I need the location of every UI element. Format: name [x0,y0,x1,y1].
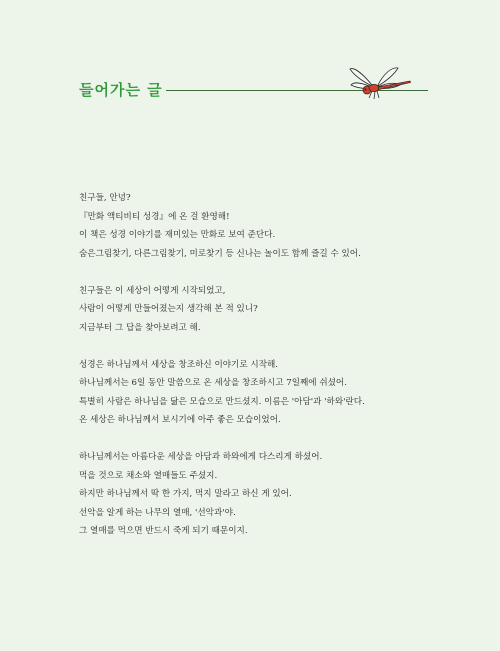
paragraph-3 [79,356,439,430]
chapter-title: 들어가는 글 [79,81,163,99]
text-line: 친구들은 이 세상이 어떻게 시작되었고, [79,285,226,296]
text-line: 친구들, 안녕? [79,193,131,203]
text-line: 그 열매를 먹으면 반드시 죽게 되기 때문이지. [79,526,248,536]
text-line: 온 세상은 하나님께서 보시기에 아주 좋은 모습이었어. [79,415,281,425]
paragraph-2 [79,282,439,338]
paragraph-gap [79,263,439,282]
text-line: 하나님께서는 아름다운 세상을 아담과 하와에게 다스리게 하셨어. [79,452,323,462]
text-line: 성경은 하나님께서 세상을 창조하신 이야기로 시작해. [79,359,279,370]
text-line: 사람이 어떻게 만들어졌는지 생각해 본 적 있니? [79,304,258,314]
text-line: 이 책은 성경 이야기를 재미있는 만화로 보여 준단다. [79,230,276,240]
dragonfly-icon [348,63,414,105]
text-line: 선악을 알게 하는 나무의 열매, '선악과'야. [79,507,236,518]
paragraph-gap [79,337,439,356]
paragraph-gap [79,430,439,449]
text-line: 『만화 액티비티 성경』에 온 걸 환영해! [79,211,230,222]
paragraph-1 [79,189,439,263]
paragraph-4 [79,448,439,541]
text-line: 지금부터 그 답을 찾아보려고 해. [79,322,201,333]
text-line: 하지만 하나님께서 딱 한 가지, 먹지 말라고 하신 게 있어. [79,489,292,499]
text-line: 숨은그림찾기, 다른그림찾기, 미로찾기 등 신나는 놀이도 함께 즐길 수 있어. [79,248,361,259]
text-line: 먹을 것으로 채소와 열매들도 주셨지. [79,470,218,481]
intro-text [79,189,439,541]
text-line: 하나님께서는 6일 동안 말씀으로 온 세상을 창조하시고 7일째에 쉬셨어. [79,378,347,388]
text-line: 특별히 사람은 하나님을 닮은 모습으로 만드셨지. 이름은 '아담'과 '하와'란다. [79,396,365,407]
